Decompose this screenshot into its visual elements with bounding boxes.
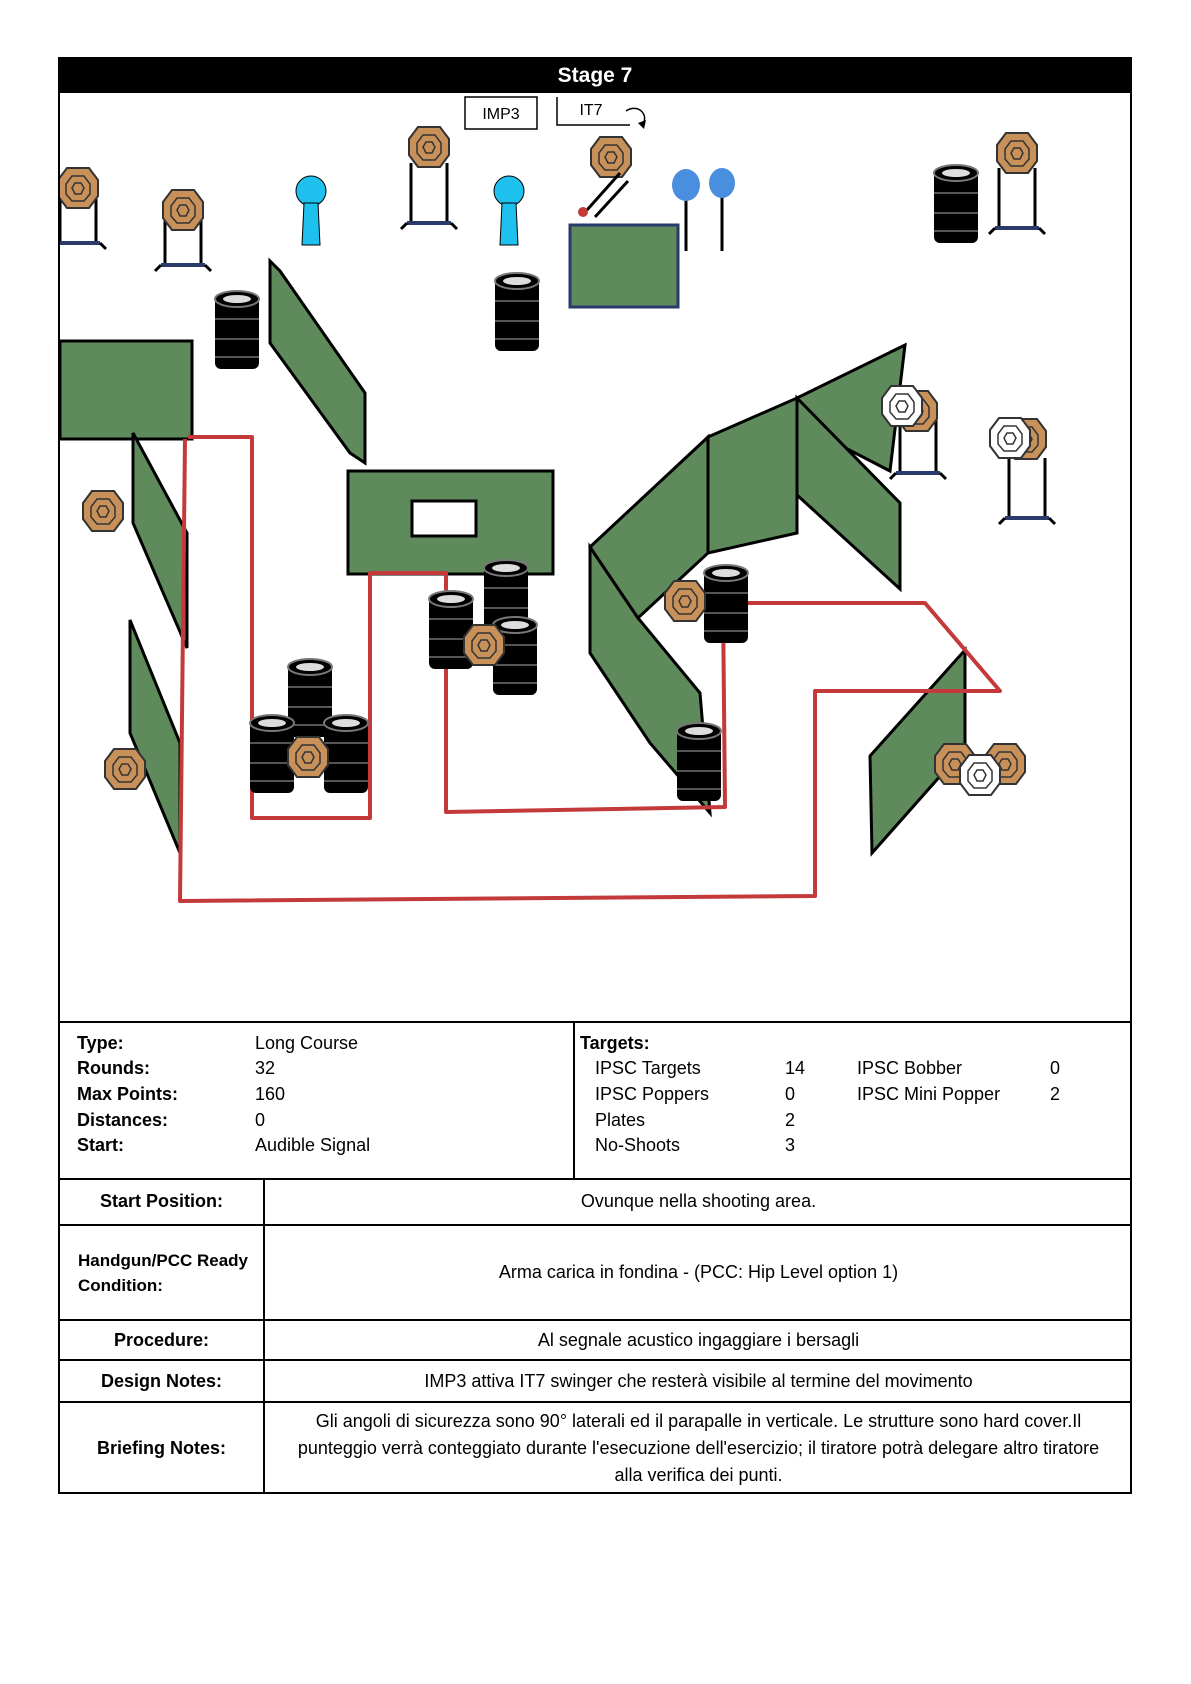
swinger-pivot bbox=[578, 207, 588, 217]
target-count: 0 bbox=[1050, 1058, 1061, 1078]
target-count: 2 bbox=[1050, 1084, 1061, 1104]
rounds-value: 32 bbox=[255, 1058, 276, 1078]
maxpoints-label: Max Points: bbox=[77, 1084, 179, 1104]
shooting-port bbox=[412, 501, 476, 536]
target-count: 2 bbox=[785, 1110, 796, 1130]
briefing-notes-row bbox=[60, 1403, 1130, 1494]
target-type: IPSC Mini Popper bbox=[857, 1084, 1001, 1104]
rounds-label: Rounds: bbox=[77, 1058, 150, 1078]
start-position-value: Ovunque nella shooting area. bbox=[580, 1190, 817, 1211]
procedure-value: Al segnale acustico ingaggiare i bersagli bbox=[537, 1329, 860, 1350]
plates bbox=[672, 168, 735, 251]
design-notes-label: Design Notes: bbox=[60, 1361, 265, 1401]
target-type: No-Shoots bbox=[595, 1135, 681, 1155]
design-notes-value: IMP3 attiva IT7 swinger che resterà visibile al termine del movimento bbox=[424, 1370, 973, 1391]
wall-diagonal-1 bbox=[270, 261, 365, 463]
stage-sheet bbox=[58, 57, 1132, 1494]
ready-condition-row bbox=[60, 1226, 1130, 1321]
target-type: Plates bbox=[595, 1110, 646, 1130]
maxpoints-value: 160 bbox=[255, 1084, 286, 1104]
start-position-row bbox=[60, 1178, 1130, 1226]
stage-diagram bbox=[60, 93, 1130, 1021]
popper-imp3 bbox=[494, 176, 524, 245]
distances-label: Distances: bbox=[77, 1110, 169, 1130]
popper-left bbox=[296, 176, 326, 245]
type-label: Type: bbox=[77, 1033, 124, 1053]
stage-layout-drawing bbox=[60, 93, 1130, 1021]
imp3-label: IMP3 bbox=[482, 106, 520, 123]
target-count: 3 bbox=[785, 1135, 796, 1155]
wall-left-1 bbox=[133, 433, 187, 648]
ready-condition-label: Handgun/PCC Ready Condition: bbox=[60, 1226, 265, 1319]
target-type: IPSC Bobber bbox=[857, 1058, 963, 1078]
wall-top-left bbox=[60, 341, 192, 439]
it7-label: IT7 bbox=[579, 102, 603, 119]
stage-info bbox=[60, 1021, 1130, 1180]
targets-label: Targets: bbox=[580, 1033, 650, 1053]
wall-chevron-mid bbox=[708, 398, 797, 553]
swinger-arm bbox=[587, 173, 620, 210]
plate-1 bbox=[672, 169, 700, 201]
plate-2 bbox=[709, 168, 735, 198]
target-type: IPSC Targets bbox=[595, 1058, 701, 1078]
target-type: IPSC Poppers bbox=[595, 1084, 710, 1104]
design-notes-row bbox=[60, 1361, 1130, 1403]
type-value: Long Course bbox=[255, 1033, 359, 1053]
wall-left-2 bbox=[130, 620, 180, 853]
briefing-notes-label: Briefing Notes: bbox=[60, 1403, 265, 1494]
target-count: 14 bbox=[785, 1058, 806, 1078]
wall-top-center bbox=[570, 225, 678, 307]
briefing-notes-value: Gli angoli di sicurezza sono 90° laterali ed il parapalle in verticale. Le strutture sono hard cover.Il punteggio verrà conteggiato durante l'esecuzione dell'esercizio; il tiratore potrà delegare altro tiratore alla verifica dei punti. bbox=[297, 1411, 1100, 1485]
distances-value: 0 bbox=[255, 1110, 266, 1130]
start-position-label: Start Position: bbox=[60, 1178, 265, 1224]
procedure-row bbox=[60, 1321, 1130, 1361]
start-value: Audible Signal bbox=[255, 1135, 371, 1155]
procedure-label: Procedure: bbox=[60, 1321, 265, 1359]
stage-title: Stage 7 bbox=[60, 59, 1130, 93]
target-count: 0 bbox=[785, 1084, 796, 1104]
start-label: Start: bbox=[77, 1135, 125, 1155]
ready-condition-value: Arma carica in fondina - (PCC: Hip Level option 1) bbox=[498, 1262, 899, 1282]
